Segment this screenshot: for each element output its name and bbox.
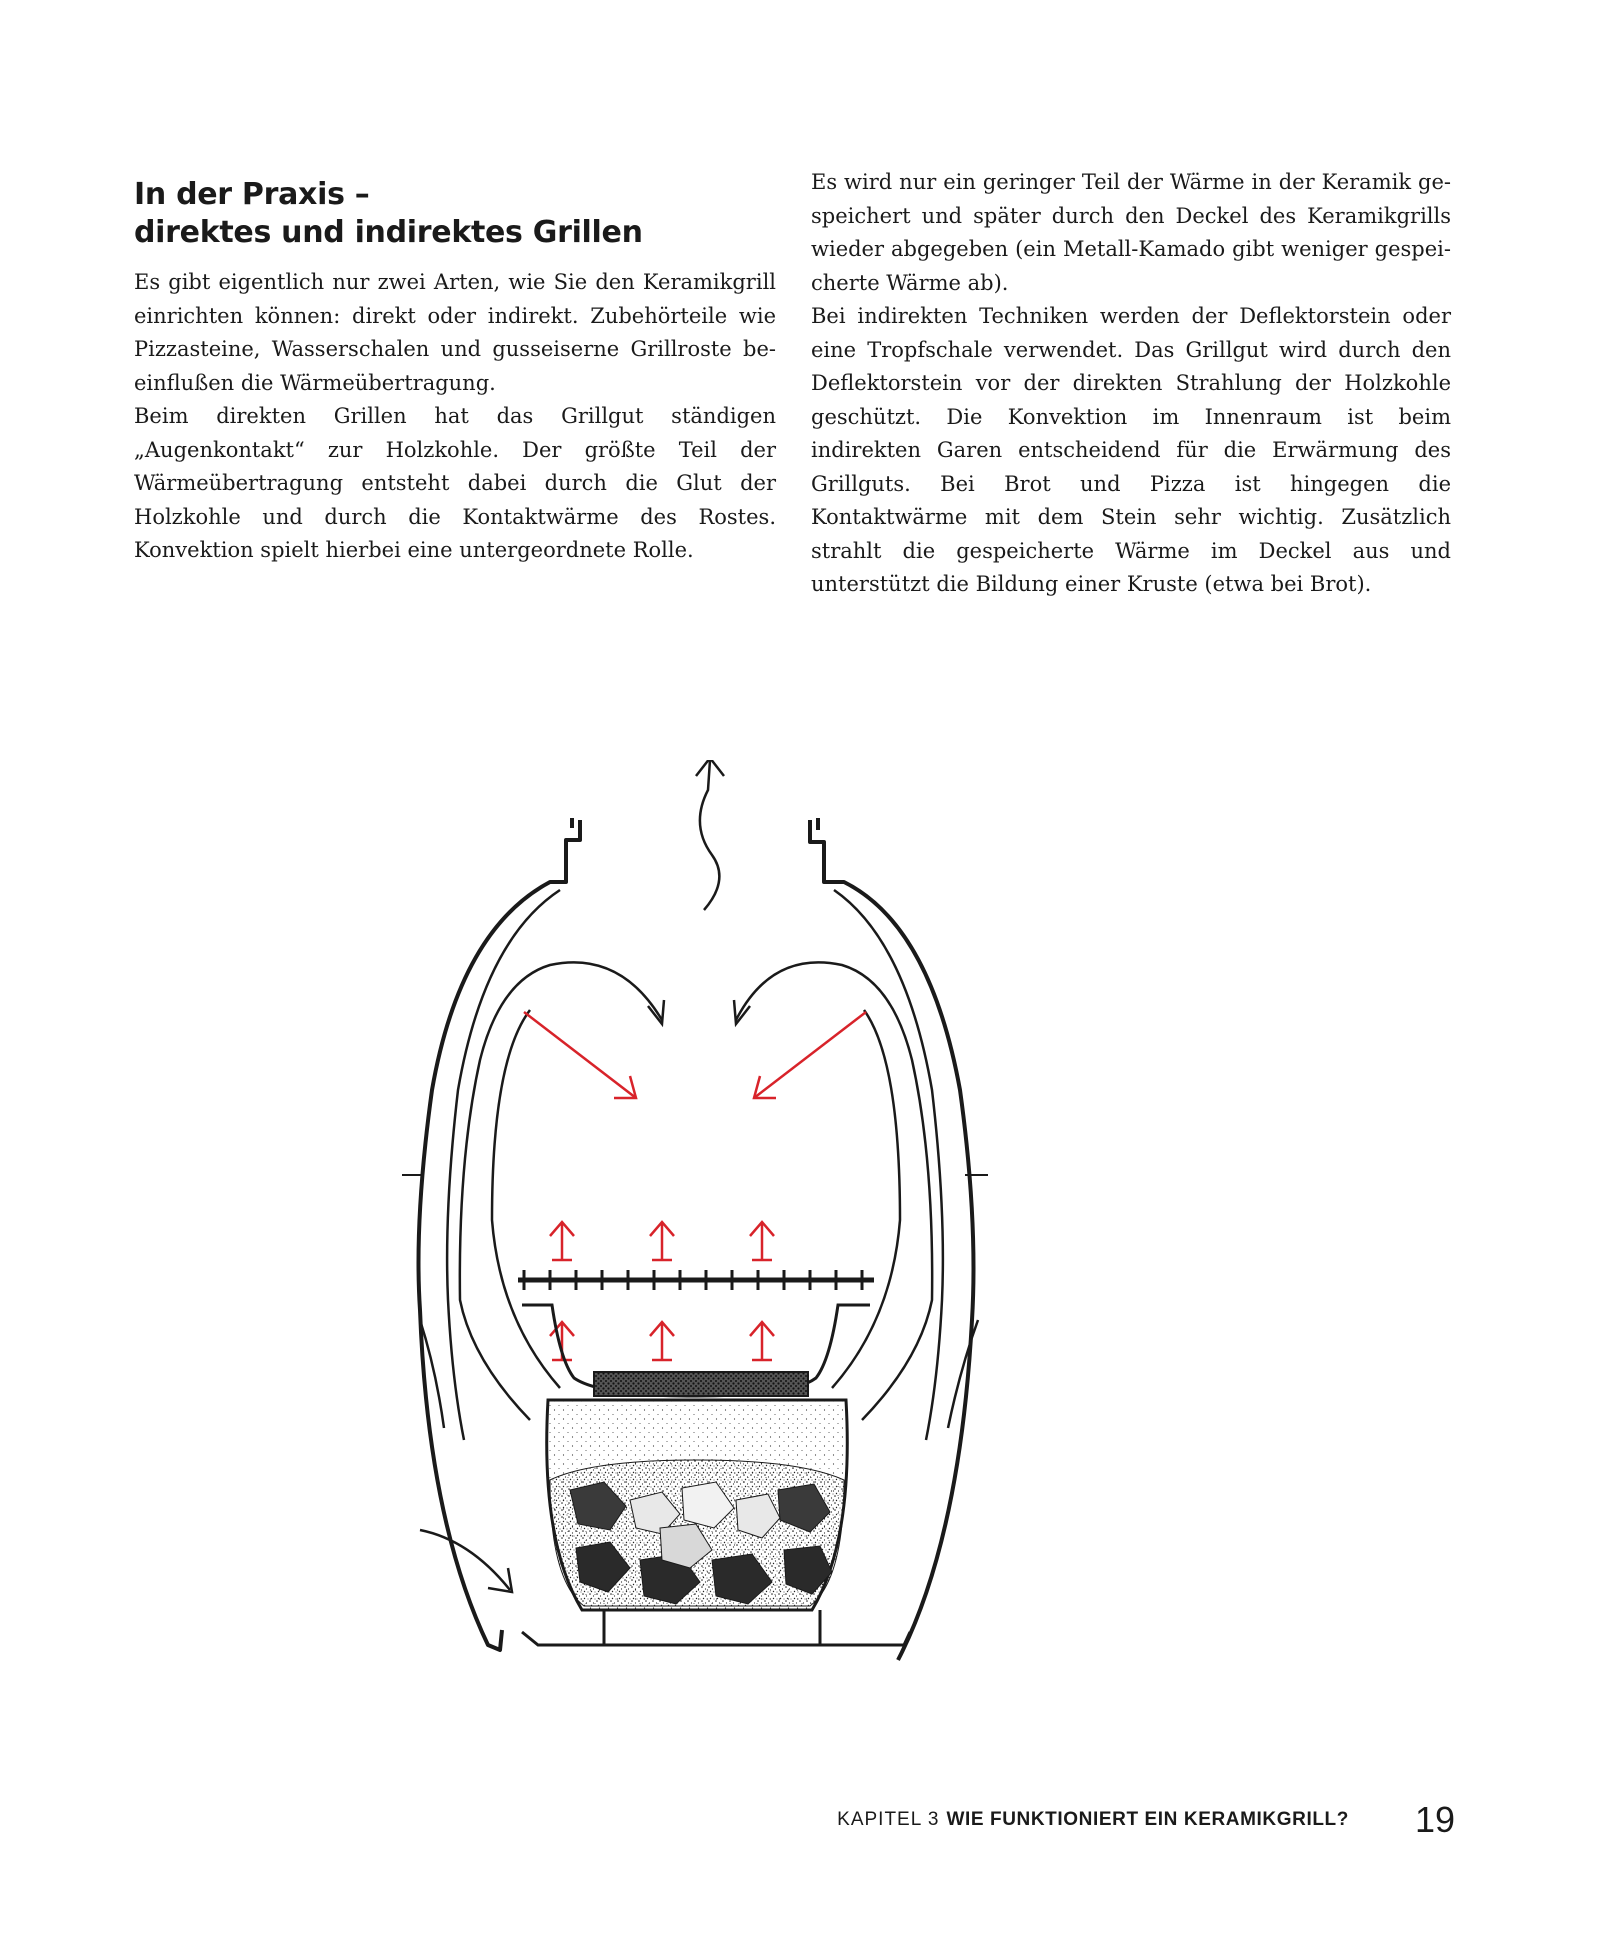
section-heading-line-1: In der Praxis – bbox=[134, 177, 370, 212]
right-paragraph-1: Es wird nur ein geringer Teil der Wärme in der Keramik gespeichert und später durch den Deckel des Keramikgrills wieder abgegeben (ein Metall-Kamado gibt weniger gespeicherte Wärme ab). bbox=[811, 170, 1451, 295]
right-paragraph-2: Bei indirekten Techniken werden der Deflektorstein oder eine Tropfschale verwendet. Das Grillgut wird durch den Deflektorstein vor der direkten Strahlung der Holzkohle geschützt. Die Konvektion im Innenraum ist beim indirekten Garen entscheidend für die Erwärmung des Grillguts. Bei Brot und Pizza ist hingegen die Kontaktwärme mit dem Stein sehr wichtig. Zusätzlich strahlt die gespeicherte Wärme im Deckel aus und unterstützt die Bildung einer Kruste (etwa bei Brot). bbox=[811, 304, 1451, 596]
cooking-grate bbox=[518, 1270, 874, 1290]
section-heading bbox=[134, 176, 694, 252]
deflector-stone bbox=[594, 1372, 808, 1396]
heat-up-arrows-lower bbox=[550, 1322, 774, 1360]
air-intake-arrow bbox=[420, 1530, 512, 1592]
charcoal-lumps bbox=[550, 1460, 844, 1606]
kamado-grill-illustration bbox=[400, 760, 1120, 1770]
convection-arrows bbox=[420, 962, 978, 1428]
grill-inner-shell bbox=[447, 890, 943, 1440]
heat-up-arrows-upper bbox=[550, 1222, 774, 1260]
left-text-column bbox=[134, 266, 776, 568]
left-paragraph-2: Beim direkten Grillen hat das Grillgut ständigen „Augenkontakt“ zur Holzkohle. Der größte Teil der Wärmeübertragung entsteht dabei durch die Glut der Holzkohle und durch die Kontaktwärme des Rostes. Konvektion spielt hierbei eine untergeordnete Rolle. bbox=[134, 404, 776, 562]
chapter-title: WIE FUNKTIONIERT EIN KERAMIKGRILL? bbox=[946, 1809, 1349, 1830]
left-paragraph-1: Es gibt eigentlich nur zwei Arten, wie Sie den Keramikgrill einrichten können: direkt oder indirekt. Zubehörteile wie Pizzasteine, Wasserschalen und gusseiserne Grillroste beeinflußen die Wärmeübertragung. bbox=[134, 270, 776, 395]
section-heading-line-2: direktes und indirektes Grillen bbox=[134, 215, 643, 250]
right-text-column bbox=[811, 166, 1451, 602]
page-footer bbox=[760, 1800, 1455, 1840]
grill-base bbox=[522, 1610, 910, 1645]
radiant-heat-arrows bbox=[524, 1012, 866, 1098]
page-number: 19 bbox=[1414, 1799, 1455, 1840]
smoke-exhaust-arrow bbox=[696, 760, 724, 910]
chapter-label: KAPITEL 3 bbox=[837, 1809, 940, 1830]
